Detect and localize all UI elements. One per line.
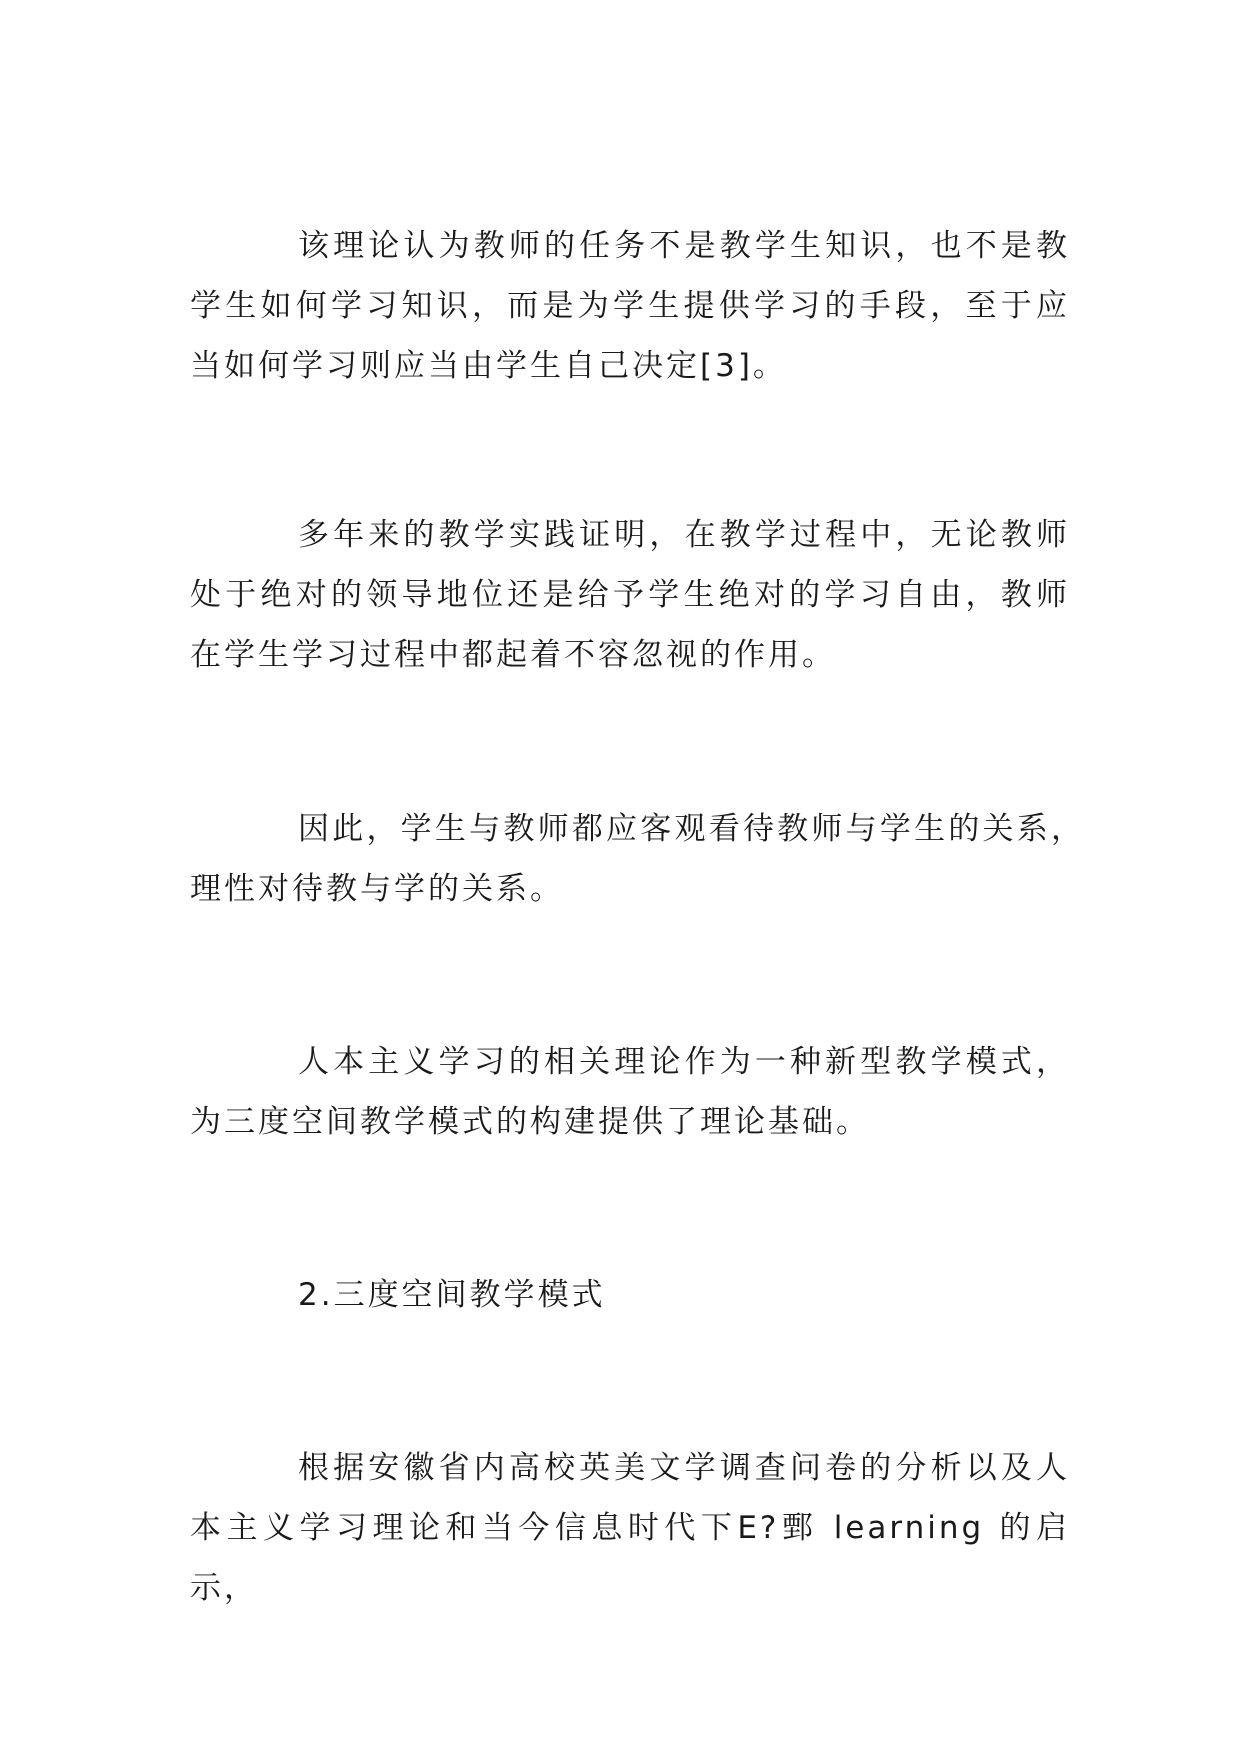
section-heading-three-dimensional-model: 2.三度空间教学模式 bbox=[298, 1277, 606, 1313]
paragraph-relationship: 因此，学生与教师都应客观看待教师与学生的关系，理性对待教与学的关系。 bbox=[190, 811, 1085, 907]
paragraph-teacher-task: 该理论认为教师的任务不是教学生知识，也不是教学生如何学习知识，而是为学生提供学习的手段，至于应当如何学习则应当由学生自己决定[3]。 bbox=[190, 228, 1070, 384]
paragraph-survey-basis: 根据安徽省内高校英美文学调查问卷的分析以及人本主义学习理论和当今信息时代下E?鄄 learning 的启示， bbox=[190, 1450, 1070, 1606]
paragraph-humanistic-theory: 人本主义学习的相关理论作为一种新型教学模式，为三度空间教学模式的构建提供了理论基础。 bbox=[190, 1044, 1070, 1140]
paragraph-teaching-practice: 多年来的教学实践证明，在教学过程中，无论教师处于绝对的领导地位还是给予学生绝对的学习自由，教师在学生学习过程中都起着不容忽视的作用。 bbox=[190, 517, 1070, 673]
